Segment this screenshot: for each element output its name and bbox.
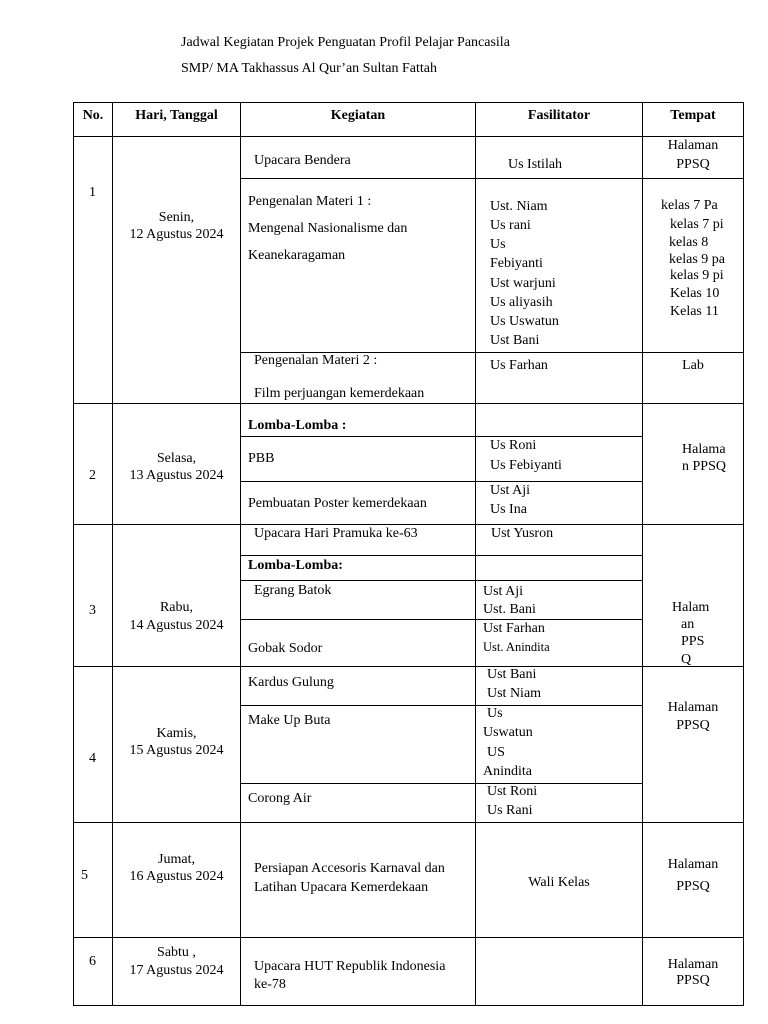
place-name: Lab: [682, 358, 704, 373]
facilitator-name: Ust Aji: [490, 483, 531, 498]
row-date: 12 Agustus 2024: [129, 227, 224, 242]
activity-name: Make Up Buta: [248, 713, 331, 728]
facilitator-name: Us Roni: [490, 438, 537, 453]
place-name: Halama: [682, 442, 726, 457]
place-name: Halaman: [667, 957, 719, 972]
facilitator-name: Ust. Anindita: [483, 640, 550, 654]
facilitator-name: Us rani: [490, 218, 531, 233]
row-day: Sabtu ,: [157, 945, 196, 960]
activity-name: PBB: [248, 451, 275, 466]
facilitator-name: Ust Bani: [490, 333, 540, 348]
row-number: 1: [89, 185, 96, 200]
activity-name: Latihan Upacara Kemerdekaan: [254, 880, 429, 895]
activity-name: Kardus Gulung: [248, 675, 334, 690]
facilitator-name: Us Rani: [487, 803, 533, 818]
place-name: kelas 9 pi: [670, 268, 724, 283]
activity-name: Film perjuangan kemerdekaan: [254, 386, 425, 401]
activity-name: Pengenalan Materi 2 :: [254, 353, 378, 368]
row-number: 4: [89, 751, 96, 766]
facilitator-name: Ust warjuni: [490, 276, 556, 291]
facilitator-name: Us Uswatun: [490, 314, 559, 329]
facilitator-name: Ust Niam: [487, 686, 542, 701]
row-date: 16 Agustus 2024: [129, 869, 224, 884]
row-day: Rabu,: [159, 600, 194, 615]
document-subtitle: SMP/ MA Takhassus Al Qur’an Sultan Fattah: [181, 61, 437, 76]
place-name: Halaman: [667, 857, 719, 872]
column-header-fasilitator: Fasilitator: [527, 108, 591, 123]
row-number: 5: [81, 868, 88, 883]
place-name: kelas 7 Pa: [661, 198, 718, 213]
row-date: 15 Agustus 2024: [129, 743, 224, 758]
activity-name: Upacara Bendera: [254, 153, 351, 168]
facilitator-name: Wali Kelas: [528, 875, 590, 890]
facilitator-name: Ust Roni: [487, 784, 538, 799]
place-name: PPSQ: [676, 157, 710, 172]
row-number: 2: [89, 468, 96, 483]
place-name: PPSQ: [676, 879, 710, 894]
activity-name: Mengenal Nasionalisme dan: [248, 221, 408, 236]
facilitator-name: Us Ina: [490, 502, 527, 517]
activity-name: Keanekaragaman: [248, 248, 346, 263]
place-name: Q: [681, 652, 692, 667]
facilitator-name: Us: [487, 706, 503, 721]
place-name: kelas 7 pi: [670, 217, 724, 232]
place-name: kelas 9 pa: [669, 252, 725, 267]
place-name: Halaman: [667, 138, 719, 153]
facilitator-name: Ust Aji: [483, 584, 524, 599]
place-name: Halaman: [667, 700, 719, 715]
place-name: PPS: [681, 634, 705, 649]
activity-name: Persiapan Accesoris Karnaval dan: [254, 861, 445, 876]
facilitator-name: Ust Farhan: [483, 621, 545, 636]
facilitator-name: Us: [490, 237, 506, 252]
row-day: Senin,: [158, 210, 195, 225]
facilitator-name: Ust Yusron: [491, 526, 554, 541]
row-date: 14 Agustus 2024: [129, 618, 224, 633]
activity-name: Pengenalan Materi 1 :: [248, 194, 372, 209]
facilitator-name: Uswatun: [483, 725, 533, 740]
facilitator-name: US: [487, 745, 505, 760]
facilitator-name: Us Febiyanti: [490, 458, 562, 473]
activity-name: Pembuatan Poster kemerdekaan: [248, 496, 427, 511]
row-day: Jumat,: [158, 852, 195, 867]
facilitator-name: Us aliyasih: [490, 295, 553, 310]
place-name: an: [681, 617, 695, 632]
place-name: Halam: [672, 600, 710, 615]
row-number: 6: [89, 954, 96, 969]
facilitator-name: Anindita: [483, 764, 532, 779]
facilitator-name: Ust Bani: [487, 667, 537, 682]
row-date: 13 Agustus 2024: [129, 468, 224, 483]
row-number: 3: [89, 603, 96, 618]
activity-name: Upacara Hari Pramuka ke-63: [254, 526, 418, 541]
place-name: Kelas 11: [670, 304, 719, 319]
facilitator-name: Ust. Niam: [490, 199, 548, 214]
place-name: Kelas 10: [670, 286, 720, 301]
row-date: 17 Agustus 2024: [129, 963, 224, 978]
document-title: Jadwal Kegiatan Projek Penguatan Profil Pelajar Pancasila: [181, 35, 510, 50]
activity-name: Egrang Batok: [254, 583, 332, 598]
activity-name: ke-78: [254, 977, 286, 992]
column-header-kegiatan: Kegiatan: [330, 108, 386, 123]
place-name: n PPSQ: [682, 459, 726, 474]
activity-name: Gobak Sodor: [248, 641, 323, 656]
place-name: PPSQ: [676, 973, 710, 988]
row-day: Kamis,: [156, 726, 197, 741]
facilitator-name: Ust. Bani: [483, 602, 536, 617]
column-header-tempat: Tempat: [670, 108, 716, 123]
column-header-hari: Hari, Tanggal: [135, 108, 218, 123]
facilitator-name: Us Farhan: [490, 358, 548, 373]
place-name: PPSQ: [676, 718, 710, 733]
activity-heading: Lomba-Lomba :: [248, 418, 347, 433]
facilitator-name: Us Istilah: [508, 157, 563, 172]
place-name: kelas 8: [669, 235, 709, 250]
activity-name: Corong Air: [248, 791, 312, 806]
activity-name: Upacara HUT Republik Indonesia: [254, 959, 446, 974]
facilitator-name: Febiyanti: [490, 256, 543, 271]
activity-heading: Lomba-Lomba:: [248, 558, 343, 573]
column-header-no: No.: [82, 108, 104, 123]
row-day: Selasa,: [156, 451, 197, 466]
